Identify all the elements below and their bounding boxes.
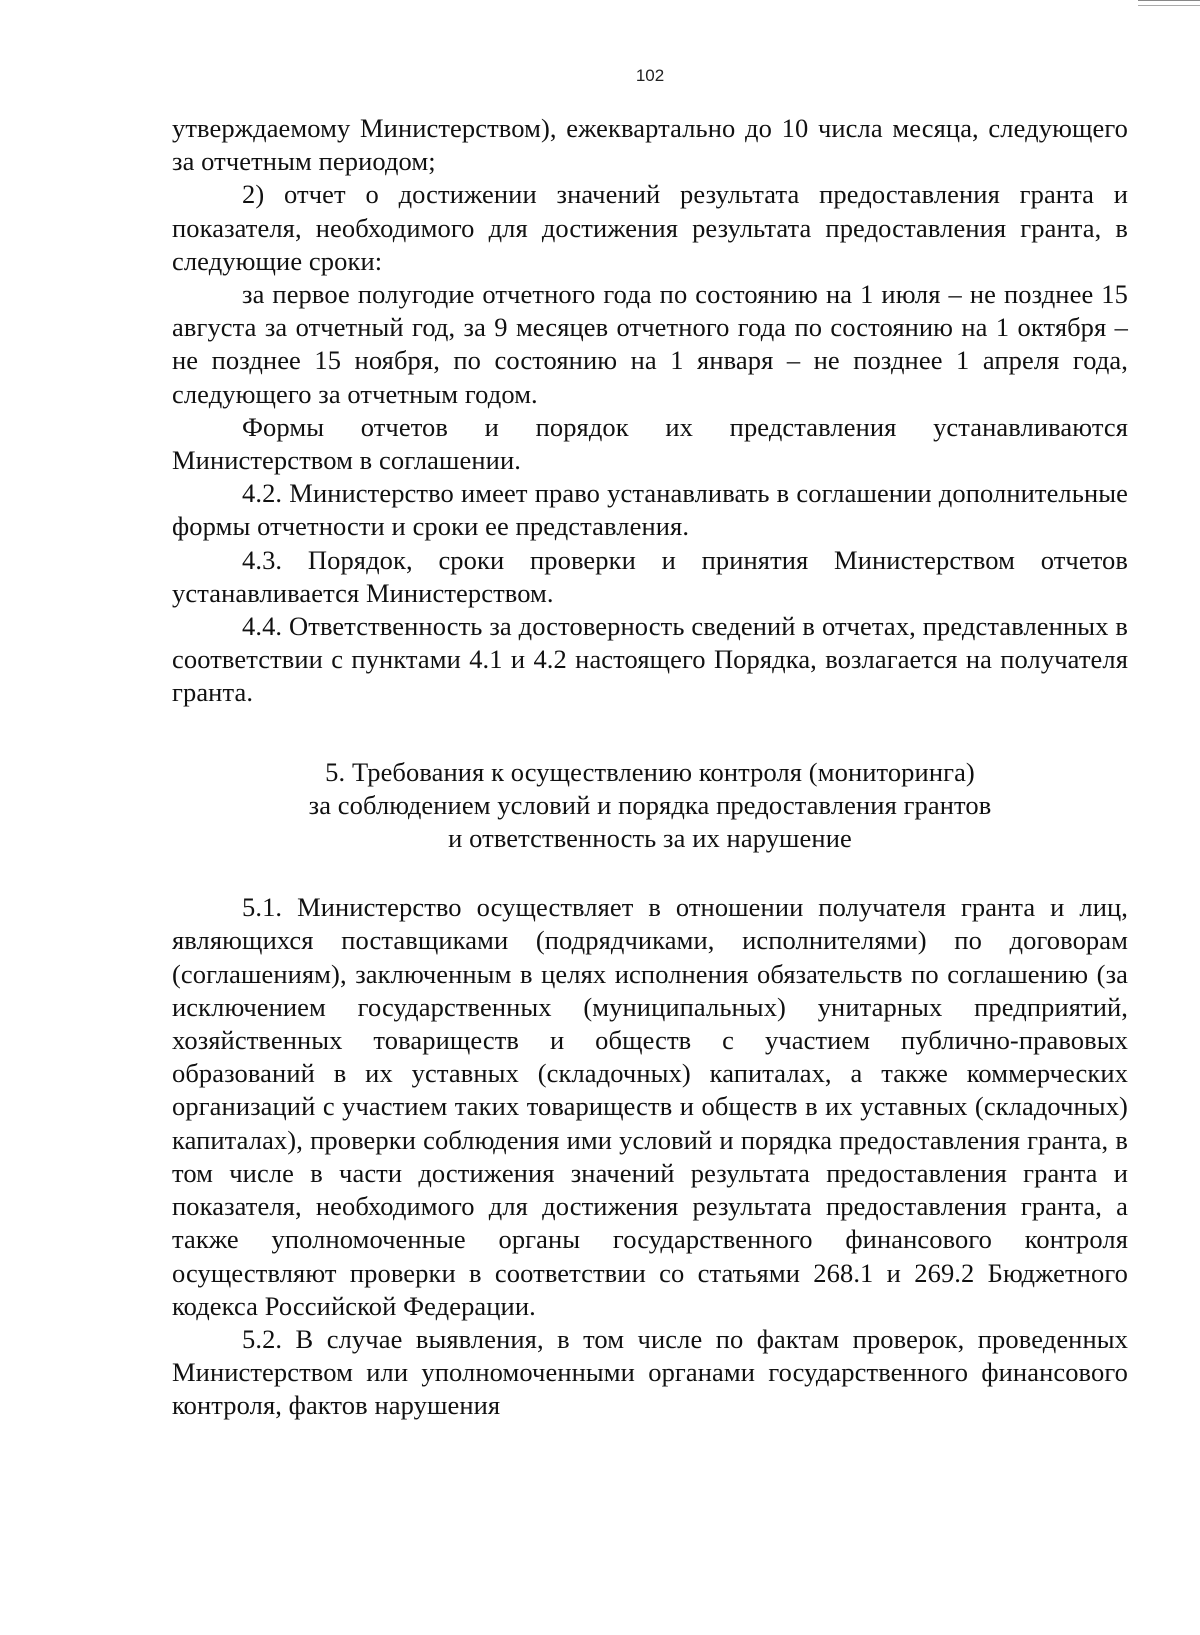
paragraph-report-deadlines: за первое полугодие отчетного года по состоянию на 1 июля – не позднее 15 августа за отчетный год, за 9 месяцев отчетного года по состоянию на 1 октября – не позднее 15 ноября, по состоянию на 1 января – не позднее 1 апреля года, следующего за отчетным годом. [172, 279, 1128, 409]
section-heading-line-2: за соблюдением условий и порядка предоставления грантов [308, 789, 992, 820]
paragraph-5-2: 5.2. В случае выявления, в том числе по фактам проверок, проведенных Министерством или уполномоченными органами государственного финансового контроля, фактов нарушения [172, 1323, 1128, 1421]
paragraph-4-2: 4.2. Министерство имеет право устанавливать в соглашении дополнительные формы отчетности и сроки ее представления. [172, 478, 1128, 542]
paragraph-4-4: 4.4. Ответственность за достоверность сведений в отчетах, представленных в соответствии с пунктами 4.1 и 4.2 настоящего Порядка, возлагается на получателя гранта. [172, 611, 1128, 708]
section-heading-line-1: 5. Требования к осуществлению контроля (мониторинга) [325, 756, 975, 787]
paragraph-report-item-2: 2) отчет о достижении значений результата предоставления гранта и показателя, необходимого для достижения результата предоставления гранта, в следующие сроки: [172, 179, 1128, 276]
section-5-heading [172, 756, 1128, 856]
section-heading-line-3: и ответственность за их нарушение [448, 823, 852, 854]
document-body [172, 112, 1128, 1423]
paragraph-report-forms: Формы отчетов и порядок их представления устанавливаются Министерством в соглашении. [172, 411, 1128, 476]
page-number: 102 [635, 66, 665, 85]
paragraph-continuation: утверждаемому Министерством), ежеквартально до 10 числа месяца, следующего за отчетным периодом; [172, 113, 1128, 177]
scan-edge-line [1138, 0, 1200, 6]
paragraph-5-1: 5.1. Министерство осуществляет в отношении получателя гранта и лиц, являющихся поставщиками (подрядчиками, исполнителями) по договорам (соглашениям), заключенным в целях исполнения обязательств по соглашению (за исключением государственных (муниципальных) унитарных предприятий, хозяйственных товариществ и обществ с участием публично-правовых образований в их уставных (складочных) капиталах, а также коммерческих организаций с участием таких товариществ и обществ в их уставных (складочных) капиталах), проверки соблюдения ими условий и порядка предоставления гранта, в том числе в части достижения значений результата предоставления гранта и показателя, необходимого для достижения результата предоставления гранта, а также уполномоченные органы государственного финансового контроля осуществляют проверки в соответствии со статьями 268.1 и 269.2 Бюджетного кодекса Российской Федерации. [172, 892, 1128, 1321]
paragraph-4-3: 4.3. Порядок, сроки проверки и принятия Министерством отчетов устанавливается Министерством. [172, 544, 1128, 608]
